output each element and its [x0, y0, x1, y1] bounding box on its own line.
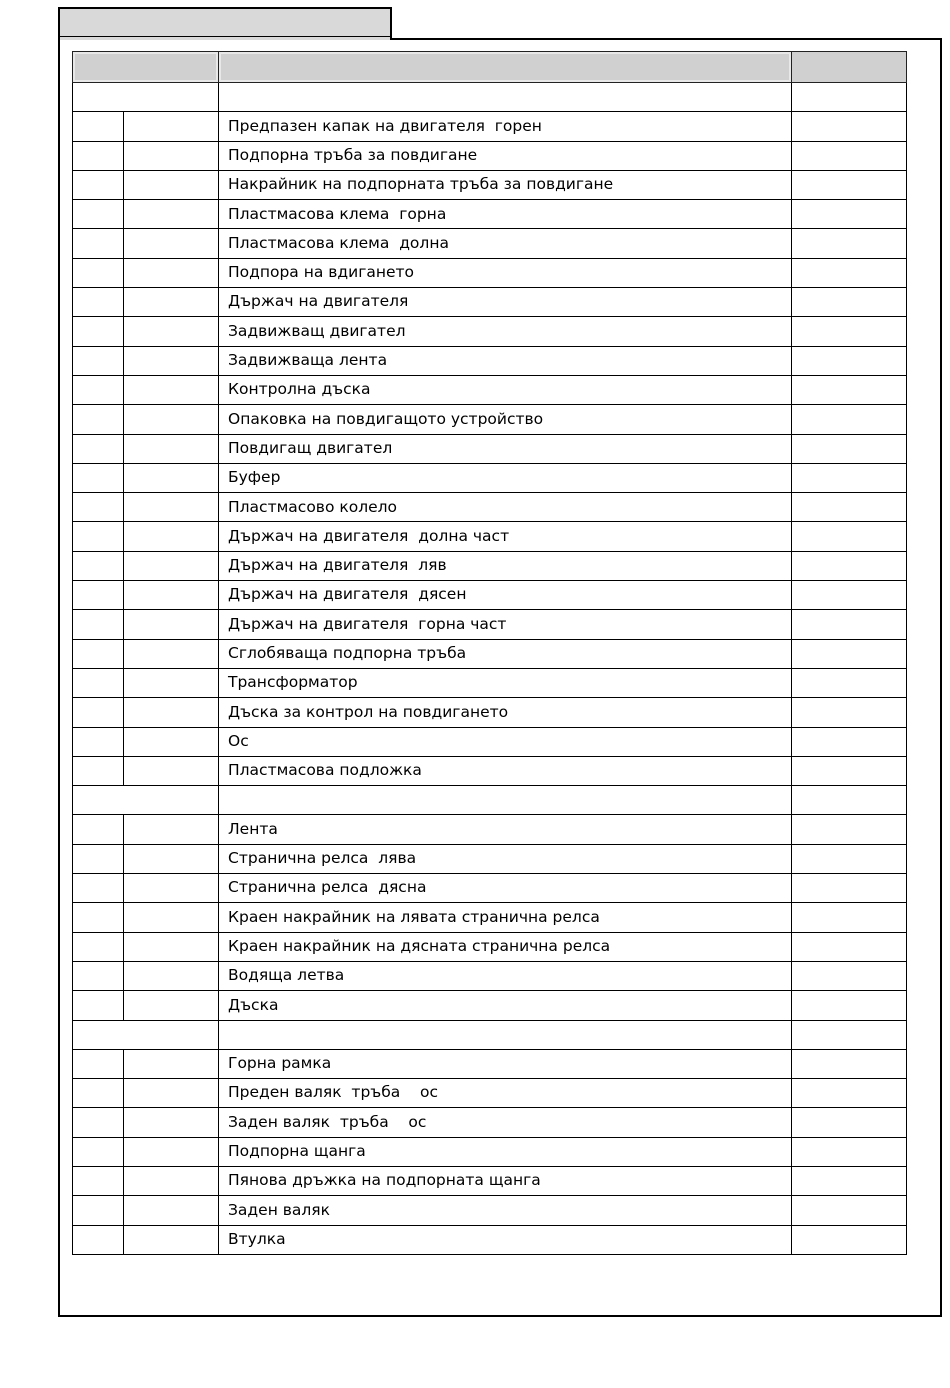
row-index-cell [73, 1079, 124, 1108]
section-qty-cell [792, 1020, 907, 1049]
part-name-cell: Краен накрайник на дясната странична релса [219, 932, 792, 961]
table-row [73, 405, 907, 434]
part-name-cell: Контролна дъска [219, 375, 792, 404]
row-code-cell [124, 170, 219, 199]
row-index-cell [73, 493, 124, 522]
table-row [73, 698, 907, 727]
row-code-cell [124, 405, 219, 434]
part-name-cell: Преден валяк тръба ос [219, 1079, 792, 1108]
row-quantity-cell [792, 756, 907, 785]
row-index-cell [73, 1137, 124, 1166]
row-code-cell [124, 756, 219, 785]
row-index-cell [73, 1225, 124, 1254]
row-code-cell [124, 1049, 219, 1078]
tab-joint [60, 37, 390, 40]
part-name-cell: Пластмасова подложка [219, 756, 792, 785]
table-row [73, 112, 907, 141]
part-name-cell: Подпора на вдигането [219, 258, 792, 287]
row-index-cell [73, 375, 124, 404]
table-row [73, 1049, 907, 1078]
part-name-cell: Сглобяваща подпорна тръба [219, 639, 792, 668]
row-quantity-cell [792, 844, 907, 873]
part-name-cell: Опаковка на повдигащото устройство [219, 405, 792, 434]
row-quantity-cell [792, 932, 907, 961]
row-code-cell [124, 141, 219, 170]
row-index-cell [73, 932, 124, 961]
part-name-cell: Дъска [219, 991, 792, 1020]
row-index-cell [73, 258, 124, 287]
row-code-cell [124, 581, 219, 610]
row-quantity-cell [792, 1225, 907, 1254]
part-name-cell: Пластмасова клема долна [219, 229, 792, 258]
table-row [73, 756, 907, 785]
section-number-cell [73, 1020, 219, 1049]
row-quantity-cell [792, 1079, 907, 1108]
row-quantity-cell [792, 112, 907, 141]
part-name-cell: Заден валяк тръба ос [219, 1108, 792, 1137]
row-quantity-cell [792, 229, 907, 258]
row-index-cell [73, 522, 124, 551]
part-name-cell: Пластмасово колело [219, 493, 792, 522]
row-quantity-cell [792, 375, 907, 404]
row-quantity-cell [792, 551, 907, 580]
row-index-cell [73, 610, 124, 639]
row-index-cell [73, 815, 124, 844]
part-name-cell: Държач на двигателя долна част [219, 522, 792, 551]
table-row [73, 1166, 907, 1195]
table-row [73, 317, 907, 346]
row-quantity-cell [792, 581, 907, 610]
row-index-cell [73, 229, 124, 258]
row-quantity-cell [792, 434, 907, 463]
table-row [73, 141, 907, 170]
row-index-cell [73, 112, 124, 141]
row-quantity-cell [792, 874, 907, 903]
table-row [73, 581, 907, 610]
row-code-cell [124, 551, 219, 580]
table-row [73, 844, 907, 873]
row-code-cell [124, 1196, 219, 1225]
row-code-cell [124, 463, 219, 492]
row-index-cell [73, 463, 124, 492]
part-name-cell: Горна рамка [219, 1049, 792, 1078]
row-code-cell [124, 522, 219, 551]
section-number-cell [73, 786, 219, 815]
row-code-cell [124, 991, 219, 1020]
row-quantity-cell [792, 200, 907, 229]
row-quantity-cell [792, 903, 907, 932]
row-index-cell [73, 991, 124, 1020]
row-quantity-cell [792, 405, 907, 434]
part-name-cell: Водяща летва [219, 961, 792, 990]
row-quantity-cell [792, 288, 907, 317]
header-cell-quantity [792, 52, 907, 83]
part-name-cell: Предпазен капак на двигателя горен [219, 112, 792, 141]
row-quantity-cell [792, 522, 907, 551]
row-index-cell [73, 727, 124, 756]
row-index-cell [73, 961, 124, 990]
part-name-cell: Държач на двигателя ляв [219, 551, 792, 580]
part-name-cell: Странична релса лява [219, 844, 792, 873]
table-row [73, 610, 907, 639]
row-code-cell [124, 698, 219, 727]
row-code-cell [124, 288, 219, 317]
row-index-cell [73, 200, 124, 229]
part-name-cell: Втулка [219, 1225, 792, 1254]
section-title-cell [219, 83, 792, 112]
part-name-cell: Държач на двигателя [219, 288, 792, 317]
row-index-cell [73, 1166, 124, 1195]
table-row [73, 493, 907, 522]
row-code-cell [124, 1108, 219, 1137]
table-row [73, 932, 907, 961]
row-quantity-cell [792, 668, 907, 697]
row-quantity-cell [792, 1196, 907, 1225]
row-code-cell [124, 668, 219, 697]
row-quantity-cell [792, 1108, 907, 1137]
part-name-cell: Дъска за контрол на повдигането [219, 698, 792, 727]
part-name-cell: Държач на двигателя горна част [219, 610, 792, 639]
table-row [73, 551, 907, 580]
row-index-cell [73, 170, 124, 199]
table-row [73, 229, 907, 258]
part-name-cell: Задвижваща лента [219, 346, 792, 375]
table-row [73, 874, 907, 903]
row-index-cell [73, 551, 124, 580]
header-cell-number [73, 52, 219, 83]
row-quantity-cell [792, 258, 907, 287]
table-row [73, 200, 907, 229]
section-qty-cell [792, 786, 907, 815]
row-index-cell [73, 288, 124, 317]
row-index-cell [73, 668, 124, 697]
table-row [73, 668, 907, 697]
row-quantity-cell [792, 698, 907, 727]
row-index-cell [73, 844, 124, 873]
table-row [73, 1108, 907, 1137]
row-index-cell [73, 756, 124, 785]
row-code-cell [124, 727, 219, 756]
part-name-cell: Заден валяк [219, 1196, 792, 1225]
section-row [73, 1020, 907, 1049]
section-row [73, 786, 907, 815]
row-quantity-cell [792, 610, 907, 639]
table-row [73, 463, 907, 492]
part-name-cell: Подпорна тръба за повдигане [219, 141, 792, 170]
row-code-cell [124, 844, 219, 873]
table-row [73, 522, 907, 551]
section-title-cell [219, 1020, 792, 1049]
row-quantity-cell [792, 493, 907, 522]
part-name-cell: Лента [219, 815, 792, 844]
row-code-cell [124, 1166, 219, 1195]
row-code-cell [124, 317, 219, 346]
row-index-cell [73, 346, 124, 375]
table-row [73, 903, 907, 932]
row-code-cell [124, 874, 219, 903]
row-index-cell [73, 1196, 124, 1225]
part-name-cell: Подпорна щанга [219, 1137, 792, 1166]
row-quantity-cell [792, 727, 907, 756]
row-code-cell [124, 346, 219, 375]
row-quantity-cell [792, 1166, 907, 1195]
row-code-cell [124, 1079, 219, 1108]
part-name-cell: Ос [219, 727, 792, 756]
row-code-cell [124, 903, 219, 932]
part-name-cell: Държач на двигателя дясен [219, 581, 792, 610]
row-code-cell [124, 1137, 219, 1166]
row-code-cell [124, 229, 219, 258]
part-name-cell: Накрайник на подпорната тръба за повдигане [219, 170, 792, 199]
table-row [73, 727, 907, 756]
row-index-cell [73, 434, 124, 463]
row-code-cell [124, 639, 219, 668]
row-index-cell [73, 639, 124, 668]
table-row [73, 1079, 907, 1108]
row-quantity-cell [792, 639, 907, 668]
row-index-cell [73, 581, 124, 610]
row-code-cell [124, 961, 219, 990]
part-name-cell: Буфер [219, 463, 792, 492]
table-row [73, 815, 907, 844]
table-row [73, 1196, 907, 1225]
sheet-tab [58, 7, 392, 38]
row-code-cell [124, 258, 219, 287]
table-row [73, 170, 907, 199]
row-quantity-cell [792, 141, 907, 170]
row-quantity-cell [792, 1049, 907, 1078]
table-row [73, 991, 907, 1020]
row-quantity-cell [792, 991, 907, 1020]
table-row [73, 258, 907, 287]
parts-table [72, 51, 907, 1255]
row-quantity-cell [792, 170, 907, 199]
table-row [73, 346, 907, 375]
row-index-cell [73, 874, 124, 903]
row-code-cell [124, 375, 219, 404]
row-quantity-cell [792, 961, 907, 990]
table-row [73, 288, 907, 317]
row-code-cell [124, 932, 219, 961]
row-index-cell [73, 405, 124, 434]
section-row [73, 83, 907, 112]
row-code-cell [124, 1225, 219, 1254]
part-name-cell: Пянова дръжка на подпорната щанга [219, 1166, 792, 1195]
row-quantity-cell [792, 1137, 907, 1166]
row-quantity-cell [792, 815, 907, 844]
row-code-cell [124, 610, 219, 639]
section-title-cell [219, 786, 792, 815]
part-name-cell: Повдигащ двигател [219, 434, 792, 463]
row-quantity-cell [792, 317, 907, 346]
table-row [73, 375, 907, 404]
header-cell-description [219, 52, 792, 83]
row-index-cell [73, 1049, 124, 1078]
row-index-cell [73, 698, 124, 727]
table-row [73, 639, 907, 668]
part-name-cell: Трансформатор [219, 668, 792, 697]
row-quantity-cell [792, 346, 907, 375]
table-row [73, 1137, 907, 1166]
row-quantity-cell [792, 463, 907, 492]
table-row [73, 434, 907, 463]
row-index-cell [73, 903, 124, 932]
part-name-cell: Задвижващ двигател [219, 317, 792, 346]
table-row [73, 1225, 907, 1254]
row-code-cell [124, 112, 219, 141]
row-code-cell [124, 434, 219, 463]
table-row [73, 961, 907, 990]
row-code-cell [124, 200, 219, 229]
row-index-cell [73, 141, 124, 170]
part-name-cell: Пластмасова клема горна [219, 200, 792, 229]
section-number-cell [73, 83, 219, 112]
row-code-cell [124, 493, 219, 522]
section-qty-cell [792, 83, 907, 112]
part-name-cell: Краен накрайник на лявата странична релса [219, 903, 792, 932]
row-index-cell [73, 1108, 124, 1137]
table-header-row [73, 52, 907, 83]
part-name-cell: Странична релса дясна [219, 874, 792, 903]
row-index-cell [73, 317, 124, 346]
row-code-cell [124, 815, 219, 844]
